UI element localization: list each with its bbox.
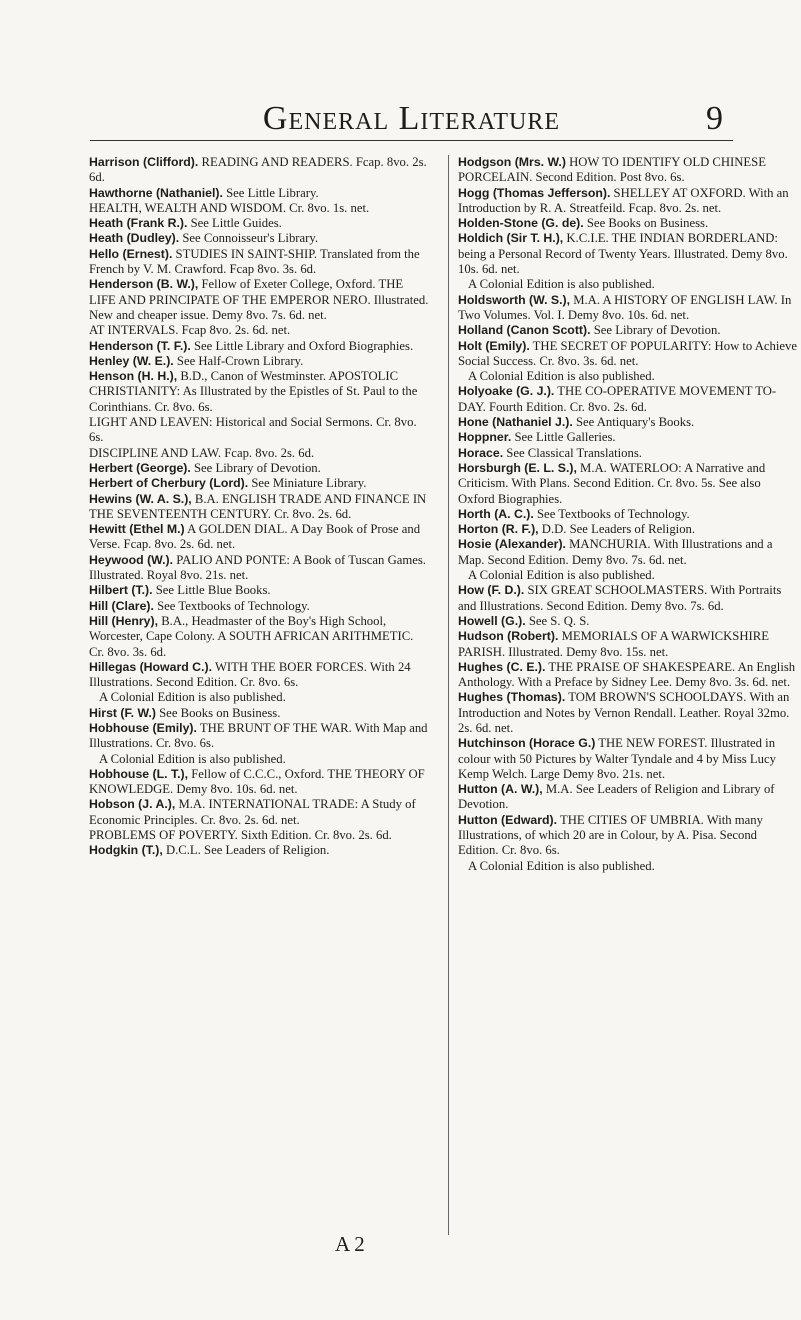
entry-author: Holden-Stone (G. de). <box>458 216 584 231</box>
right-column <box>458 155 798 874</box>
catalogue-entry <box>89 553 429 584</box>
entry-text: MEMORIALS OF A WARWICKSHIRE PARISH. Illustrated. Demy 8vo. 15s. net. <box>458 629 769 659</box>
entry-text: A GOLDEN DIAL. A Day Book of Prose and Verse. Fcap. 8vo. 2s. 6d. net. <box>89 522 421 552</box>
catalogue-entry <box>458 614 798 629</box>
entry-text: READING AND READERS. Fcap. 8vo. 2s. 6d. <box>89 155 427 185</box>
entry-author: Henderson (B. W.), <box>89 277 199 292</box>
entry-author: Hilbert (T.). <box>89 583 153 598</box>
entry-text: See Books on Business. <box>155 705 281 720</box>
entry-author: Hewins (W. A. S.), <box>89 491 192 506</box>
entry-text: See Textbooks of Technology. <box>533 506 690 521</box>
entry-author: Horton (R. F.), <box>458 522 539 537</box>
entry-text: See S. Q. S. <box>525 613 590 628</box>
catalogue-entry <box>89 599 429 614</box>
catalogue-entry <box>458 155 798 186</box>
entry-author: Hutton (Edward). <box>458 812 558 827</box>
catalogue-entry <box>458 690 798 736</box>
catalogue-entry <box>89 216 429 231</box>
entry-text: See Little Blue Books. <box>152 583 271 598</box>
entry-author: Horsburgh (E. L. S.), <box>458 460 577 475</box>
entry-text: MANCHURIA. With Illustrations and a Map. Second Edition. Demy 8vo. 7s. 6d. net. <box>458 537 773 567</box>
entry-author: Herbert (George). <box>89 460 191 475</box>
catalogue-entry <box>458 415 798 430</box>
entry-author: Heath (Frank R.). <box>89 216 188 231</box>
entry-text: Fellow of Exeter College, Oxford. THE LIFE AND PRINCIPATE OF THE EMPEROR NERO. Illustrated. New and cheaper issue. Demy 8vo. 7s. 6d. net. <box>89 277 429 322</box>
entry-author: Hughes (Thomas). <box>458 690 566 705</box>
entry-text: B.D., Canon of Westminster. APOSTOLIC CHRISTIANITY: As Illustrated by the Epistles of St. Paul to the Corinthians. Cr. 8vo. 6s. <box>89 369 418 414</box>
catalogue-entry <box>458 216 798 231</box>
entry-text: SHELLEY AT OXFORD. With an Introduction by R. A. Streatfeild. Fcap. 8vo. 2s. net. <box>458 185 789 215</box>
catalogue-entry <box>89 522 429 553</box>
catalogue-entry <box>89 492 429 523</box>
entry-text: See Books on Business. <box>583 216 709 231</box>
catalogue-entry <box>458 507 798 522</box>
entry-note: A Colonial Edition is also published. <box>468 369 655 384</box>
catalogue-entry <box>458 339 798 385</box>
entry-text: PROBLEMS OF POVERTY. Sixth Edition. Cr. 8vo. 2s. 6d. <box>89 828 392 843</box>
catalogue-entry <box>458 660 798 691</box>
entry-note: A Colonial Edition is also published. <box>468 858 655 873</box>
entry-author: Howell (G.). <box>458 613 526 628</box>
entry-text: See Connoisseur's Library. <box>179 231 319 246</box>
entry-author: Henley (W. E.). <box>89 353 174 368</box>
entry-text: See Little Galleries. <box>511 430 616 445</box>
catalogue-entry <box>458 384 798 415</box>
entry-text: THE SECRET OF POPULARITY: How to Achieve Social Success. Cr. 8vo. 3s. 6d. net. <box>458 338 798 368</box>
entry-author: Holland (Canon Scott). <box>458 323 591 338</box>
entry-author: Henson (H. H.), <box>89 369 178 384</box>
entry-author: Hoppner. <box>458 430 512 445</box>
entry-text: See Textbooks of Technology. <box>153 598 310 613</box>
entry-text: HOW TO IDENTIFY OLD CHINESE PORCELAIN. Second Edition. Post 8vo. 6s. <box>458 155 766 185</box>
entry-text: See Antiquary's Books. <box>572 415 695 430</box>
entry-text: THE CO-OPERATIVE MOVEMENT TO-DAY. Fourth Edition. Cr. 8vo. 2s. 6d. <box>458 384 777 414</box>
catalogue-entry <box>89 828 429 843</box>
entry-text: M.A. A HISTORY OF ENGLISH LAW. In Two Volumes. Vol. I. Demy 8vo. 10s. 6d. net. <box>458 292 792 322</box>
catalogue-entry <box>458 446 798 461</box>
entry-author: Hobhouse (L. T.), <box>89 766 189 781</box>
entry-text: See Little Library. <box>222 185 319 200</box>
catalogue-entry <box>458 323 798 338</box>
entry-text: K.C.I.E. THE INDIAN BORDERLAND: being a Personal Record of Twenty Years. Illustrated. Demy 8vo. 10s. 6d. net. <box>458 231 788 277</box>
catalogue-entry <box>89 339 429 354</box>
entry-author: Heywood (W.). <box>89 552 174 567</box>
entry-author: Hogg (Thomas Jefferson). <box>458 185 611 200</box>
entry-text: AT INTERVALS. Fcap 8vo. 2s. 6d. net. <box>89 323 291 338</box>
entry-text: See Miniature Library. <box>248 476 367 491</box>
catalogue-entry <box>458 522 798 537</box>
page-number: 9 <box>706 100 723 137</box>
entry-author: Harrison (Clifford). <box>89 155 199 169</box>
catalogue-entry <box>89 415 429 446</box>
entry-text: THE BRUNT OF THE WAR. With Map and Illustrations. Cr. 8vo. 6s. <box>89 720 428 751</box>
catalogue-entry <box>458 293 798 324</box>
page-title: General Literature <box>262 100 561 137</box>
catalogue-entry <box>458 537 798 583</box>
catalogue-entry <box>89 843 429 858</box>
catalogue-entry <box>89 461 429 476</box>
entry-author: Henderson (T. F.). <box>89 338 191 353</box>
entry-text: PALIO AND PONTE: A Book of Tuscan Games. Illustrated. Royal 8vo. 21s. net. <box>89 552 426 583</box>
entry-text: See Little Guides. <box>187 216 282 231</box>
catalogue-entry <box>89 614 429 660</box>
entry-text: LIGHT AND LEAVEN: Historical and Social Sermons. Cr. 8vo. 6s. <box>89 415 417 445</box>
catalogue-entry <box>89 476 429 491</box>
entry-text: B.A. ENGLISH TRADE AND FINANCE IN THE SEVENTEENTH CENTURY. Cr. 8vo. 2s. 6d. <box>89 491 427 521</box>
entry-text: Fellow of C.C.C., Oxford. THE THEORY OF KNOWLEDGE. Demy 8vo. 10s. 6d. net. <box>89 766 425 797</box>
entry-author: Hutchinson (Horace G.) <box>458 736 596 751</box>
catalogue-entry <box>458 430 798 445</box>
catalogue-entry <box>89 706 429 721</box>
entry-text: M.A. See Leaders of Religion and Library of Devotion. <box>458 782 775 812</box>
column-divider <box>448 155 449 1235</box>
entry-text: DISCIPLINE AND LAW. Fcap. 8vo. 2s. 6d. <box>89 445 315 460</box>
catalogue-entry <box>458 629 798 660</box>
entry-text: THE PRAISE OF SHAKESPEARE. An English Anthology. With a Preface by Sidney Lee. Demy 8vo. 3s. 6d. net. <box>458 659 796 690</box>
entry-author: Holdsworth (W. S.), <box>458 292 571 307</box>
catalogue-entry <box>89 247 429 278</box>
entry-author: Hirst (F. W.) <box>89 705 156 720</box>
signature-mark: A 2 <box>335 1232 365 1256</box>
catalogue-entry <box>89 767 429 798</box>
entry-author: Hone (Nathaniel J.). <box>458 415 573 430</box>
entry-text: THE NEW FOREST. Illustrated in colour with 50 Pictures by Walter Tyndale and 4 by Miss Lucy Kemp Welch. Large Demy 8vo. 21s. net. <box>458 736 776 781</box>
entry-text: See Little Library and Oxford Biographies. <box>190 338 414 353</box>
entry-author: Horace. <box>458 445 504 460</box>
catalogue-entry <box>89 186 429 201</box>
entry-text: See Library of Devotion. <box>590 323 721 338</box>
entry-author: Hosie (Alexander). <box>458 537 566 552</box>
catalogue-entry <box>89 369 429 415</box>
entry-text: See Half-Crown Library. <box>173 353 304 368</box>
catalogue-entry <box>89 155 429 186</box>
entry-author: Hawthorne (Nathaniel). <box>89 185 223 200</box>
entry-author: Hughes (C. E.). <box>458 659 546 674</box>
left-column <box>89 155 429 859</box>
entry-author: Hewitt (Ethel M.) <box>89 522 185 537</box>
catalogue-entry <box>89 721 429 767</box>
entry-note: A Colonial Edition is also published. <box>468 568 655 583</box>
entry-author: Hodgkin (T.), <box>89 843 163 858</box>
catalogue-entry <box>458 583 798 614</box>
entry-text: HEALTH, WEALTH AND WISDOM. Cr. 8vo. 1s. net. <box>89 200 370 215</box>
catalogue-entry <box>89 323 429 338</box>
entry-author: Hillegas (Howard C.). <box>89 659 212 674</box>
entry-text: TOM BROWN'S SCHOOLDAYS. With an Introduction and Notes by Vernon Rendall. Leather. Royal 32mo. 2s. 6d. net. <box>458 690 790 735</box>
entry-note: A Colonial Edition is also published. <box>99 751 286 766</box>
entry-text: THE CITIES OF UMBRIA. With many Illustrations, of which 20 are in Colour, by A. Pisa. Second Edition. Cr. 8vo. 6s. <box>458 812 763 858</box>
entry-text: D.C.L. See Leaders of Religion. <box>162 843 330 858</box>
entry-text: STUDIES IN SAINT-SHIP. Translated from the French by V. M. Crawford. Fcap 8vo. 3s. 6d. <box>89 246 420 277</box>
catalogue-entry <box>89 201 429 216</box>
entry-author: Holyoake (G. J.). <box>458 384 555 399</box>
catalogue-entry <box>458 736 798 782</box>
catalogue-entry <box>89 277 429 323</box>
catalogue-entry <box>89 797 429 828</box>
catalogue-entry <box>89 231 429 246</box>
entry-text: D.D. See Leaders of Religion. <box>538 522 696 537</box>
entry-author: Holt (Emily). <box>458 338 530 353</box>
entry-author: How (F. D.). <box>458 583 525 598</box>
entry-author: Hello (Ernest). <box>89 246 173 261</box>
entry-text: B.A., Headmaster of the Boy's High School, Worcester, Cape Colony. A SOUTH AFRICAN ARITHMETIC. Cr. 8vo. 3s. 6d. <box>89 613 414 659</box>
catalogue-entry <box>458 782 798 813</box>
entry-author: Hill (Henry), <box>89 613 159 628</box>
entry-note: A Colonial Edition is also published. <box>468 277 655 292</box>
entry-text: M.A. WATERLOO: A Narrative and Criticism. With Plans. Second Edition. Cr. 8vo. 5s. See also Oxford Biographies. <box>458 460 766 506</box>
entry-author: Hutton (A. W.), <box>458 782 543 797</box>
entry-author: Heath (Dudley). <box>89 231 180 246</box>
catalogue-entry <box>89 660 429 706</box>
catalogue-entry <box>89 446 429 461</box>
entry-author: Holdich (Sir T. H.), <box>458 231 564 246</box>
entry-author: Hodgson (Mrs. W.) <box>458 155 566 169</box>
catalogue-entry <box>458 186 798 217</box>
entry-author: Hill (Clare). <box>89 598 154 613</box>
entry-text: See Classical Translations. <box>503 445 642 460</box>
entry-text: WITH THE BOER FORCES. With 24 Illustrations. Second Edition. Cr. 8vo. 6s. <box>89 659 411 690</box>
entry-author: Hobhouse (Emily). <box>89 720 197 735</box>
entry-note: A Colonial Edition is also published. <box>99 690 286 705</box>
entry-text: M.A. INTERNATIONAL TRADE: A Study of Economic Principles. Cr. 8vo. 2s. 6d. net. <box>89 797 416 827</box>
entry-author: Hobson (J. A.), <box>89 797 176 812</box>
catalogue-entry <box>89 354 429 369</box>
header-rule <box>90 140 733 141</box>
entry-text: SIX GREAT SCHOOLMASTERS. With Portraits and Illustrations. Second Edition. Demy 8vo. 7s. 6d. <box>458 583 782 613</box>
entry-author: Hudson (Robert). <box>458 629 559 644</box>
catalogue-entry <box>458 813 798 874</box>
entry-author: Herbert of Cherbury (Lord). <box>89 476 249 491</box>
entry-text: See Library of Devotion. <box>190 460 321 475</box>
catalogue-entry <box>458 461 798 507</box>
entry-author: Horth (A. C.). <box>458 506 534 521</box>
running-head <box>90 100 733 140</box>
catalogue-entry <box>458 231 798 292</box>
catalogue-entry <box>89 583 429 598</box>
